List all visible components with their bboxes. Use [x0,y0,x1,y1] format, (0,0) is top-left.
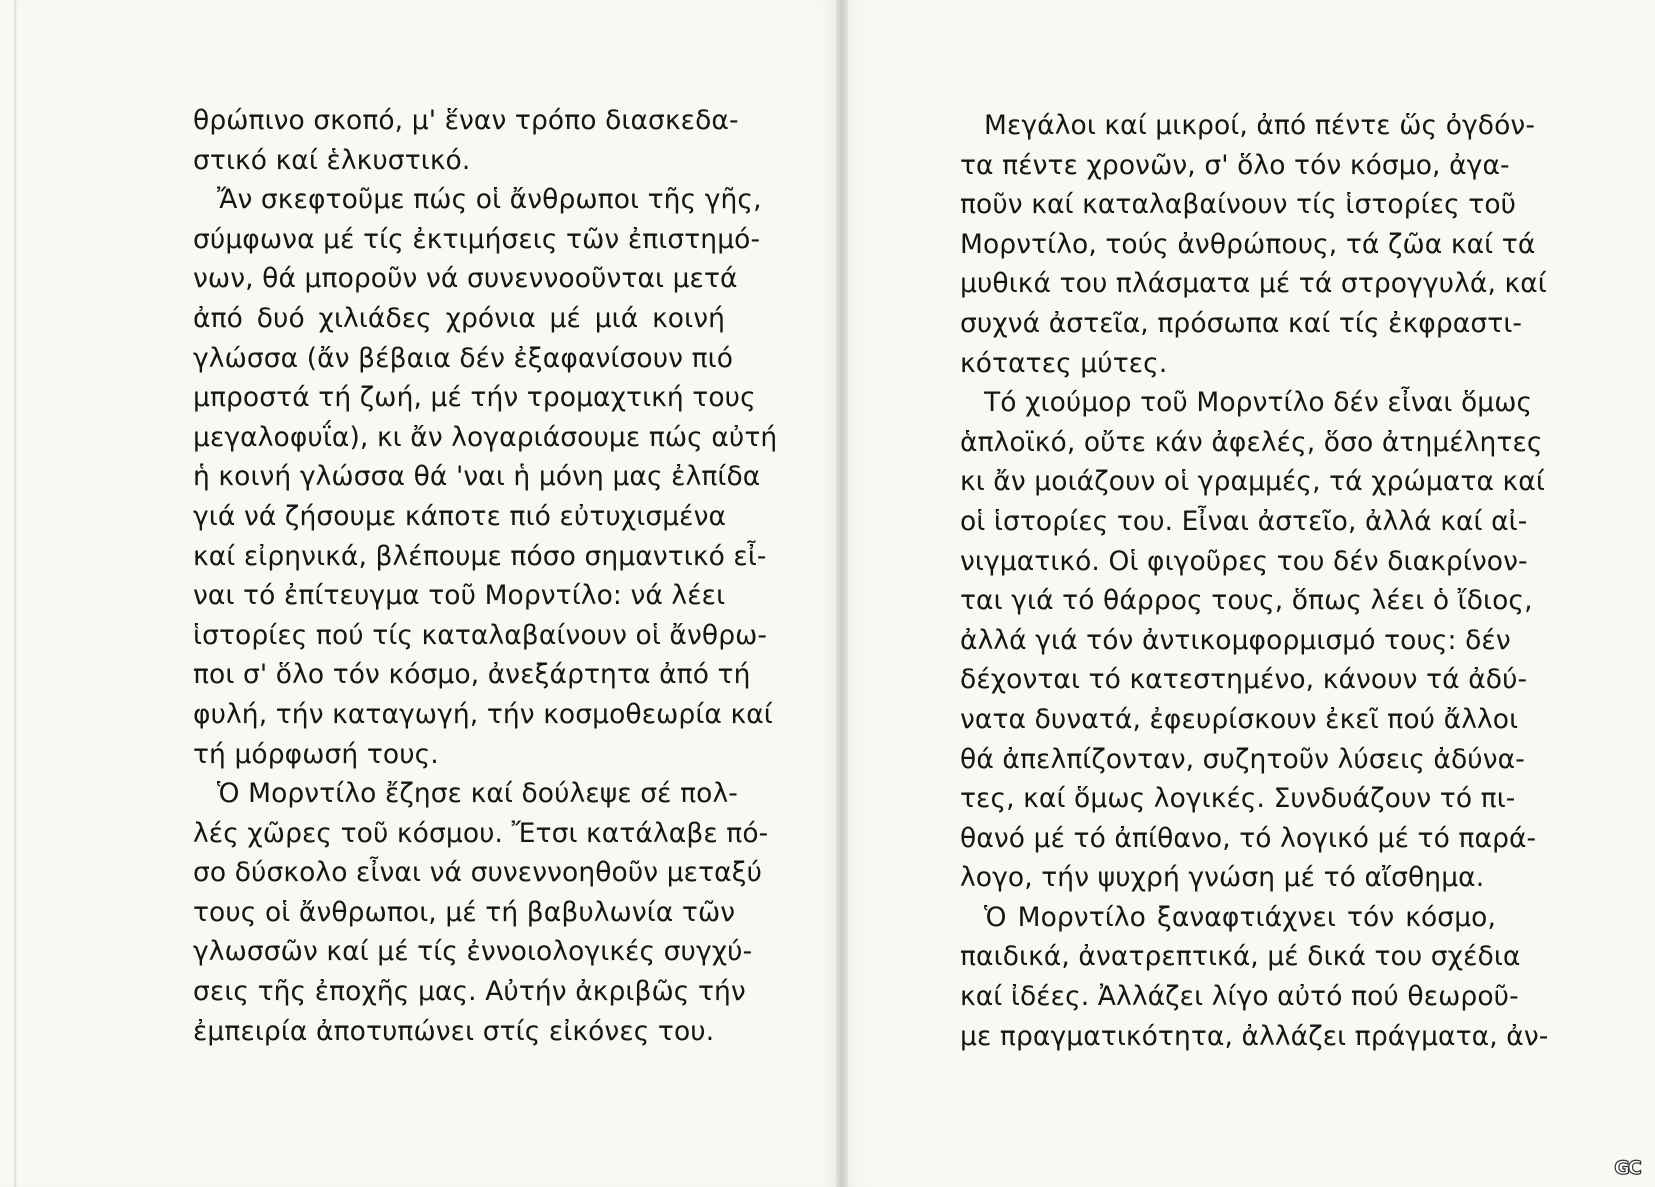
text-line: καί εἰρηνικά, βλέπουμε πόσο σημαντικό εἶ- [193,540,767,572]
text-line: Ἄν σκεφτοῦμε πώς οἱ ἄνθρωποι τῆς γῆς, [217,184,762,216]
text-line: μυθικά του πλάσματα μέ τά στρογγυλά, καί [960,268,1547,300]
text-line: οἱ ἱστορίες του. Εἶναι ἀστεῖο, ἀλλά καί αἰ- [960,505,1528,537]
text-line: ἀλλά γιά τόν ἀντικομφορμισμό τους: δέν [960,624,1511,656]
watermark-logo: GC [1614,1157,1640,1179]
text-line: θά ἀπελπίζονταν, συζητοῦν λύσεις ἀδύνα- [960,743,1525,775]
text-line: γλώσσα (ἄν βέβαια δέν ἐξαφανίσουν πιό [193,342,734,374]
text-line: Μεγάλοι καί μικροί, ἀπό πέντε ὥς ὀγδόν- [984,110,1535,141]
page-edge [14,0,17,1187]
paragraph [960,106,1547,383]
text-line: ἡ κοινή γλώσσα θά 'ναι ἡ μόνη μας ἐλπίδα [193,461,761,493]
right-page [842,0,1655,1187]
text-line: ποι σ' ὅλο τόν κόσμο, ἀνεξάρτητα ἀπό τή [193,659,751,691]
text-line: με πραγματικότητα, ἀλλάζει πράγματα, ἀν- [960,1020,1549,1052]
text-line: ἁπλοϊκό, οὔτε κάν ἀφελές, ὅσο ἀτημέλητες [960,426,1543,458]
text-line: ἱστορίες πού τίς καταλαβαίνουν οἱ ἄνθρω- [193,619,768,651]
text-line: καί ἰδέες. Ἀλλάζει λίγο αὐτό πού θεωροῦ- [960,981,1519,1013]
text-line: νων, θά μποροῦν νά συνεννοοῦνται μετά [193,263,738,295]
text-line: γιά νά ζήσουμε κάποτε πιό εὐτυχισμένα [193,500,727,532]
paragraph [193,180,778,774]
text-line: λογο, τήν ψυχρή γνώση μέ τό αἴσθημα. [960,862,1485,894]
text-line: νατα δυνατά, ἐφευρίσκουν ἐκεῖ πού ἄλλοι [960,703,1519,735]
text-line: παιδικά, ἀνατρεπτικά, μέ δικά του σχέδια [960,941,1521,973]
paragraph [193,101,739,180]
text-line: σεις τῆς ἐποχῆς μας. Αὐτήν ἀκριβῶς τήν [193,976,746,1008]
text-line: κι ἄν μοιάζουν οἱ γραμμές, τά χρώματα καί [960,466,1545,498]
text-line: φυλή, τήν καταγωγή, τήν κοσμοθεωρία καί [193,698,773,730]
text-line: θανό μέ τό ἀπίθανο, τό λογικό μέ τό παρά- [960,822,1537,854]
text-line: κότατες μύτες. [960,347,1168,379]
text-line: Ὁ Μορντίλο ἔζησε καί δούλεψε σέ πολ- [217,778,738,810]
text-line: Μορντίλο, τούς ἀνθρώπους, τά ζῶα καί τά [960,228,1536,260]
text-line: σύμφωνα μέ τίς ἐκτιμήσεις τῶν ἐπιστημό- [193,223,761,255]
text-line: ἐμπειρία ἀποτυπώνει στίς εἰκόνες του. [193,1015,715,1047]
text-line: μεγαλοφυΐα), κι ἄν λογαριάσουμε πώς αὐτή [193,421,778,453]
text-line: ται γιά τό θάρρος τους, ὅπως λέει ὁ ἴδιος, [960,585,1533,617]
text-line: ποῦν καί καταλαβαίνουν τίς ἱστορίες τοῦ [960,189,1517,221]
paragraph [960,383,1545,898]
paragraph [193,774,769,1051]
text-line: θρώπινο σκοπό, μ' ἕναν τρόπο διασκεδα- [193,105,739,136]
text-line: συχνά ἀστεῖα, πρόσωπα καί τίς ἐκφραστι- [960,307,1523,339]
text-line: τή μόρφωσή τους. [193,738,439,770]
text-line: λές χῶρες τοῦ κόσμου. Ἔτσι κατάλαβε πό- [193,817,769,849]
text-line: σο δύσκολο εἶναι νά συνεννοηθοῦν μεταξύ [193,857,763,889]
text-line: δέχονται τό κατεστημένο, κάνουν τά ἀδύ- [960,664,1528,696]
text-line: τους οἱ ἄνθρωποι, μέ τή βαβυλωνία τῶν [193,896,736,928]
book-gutter [836,0,848,1187]
right-page-text [960,106,1549,1056]
text-line: στικό καί ἑλκυστικό. [193,144,471,176]
text-line: μπροστά τή ζωή, μέ τήν τρομαχτική τους [193,382,756,414]
text-line: τα πέντε χρονῶν, σ' ὅλο τόν κόσμο, ἀγα- [960,149,1510,181]
text-line: νιγματικό. Οἱ φιγοῦρες του δέν διακρίνον- [960,545,1528,577]
paragraph [960,898,1549,1056]
text-line: γλωσσῶν καί μέ τίς ἐννοιολογικές συγχύ- [193,936,753,968]
text-line: ἀπό δυό χιλιάδες χρόνια μέ μιά κοινή [193,302,725,334]
text-line: Ὁ Μορντίλο ξαναφτιάχνει τόν κόσμο, [984,901,1496,933]
text-line: Τό χιούμορ τοῦ Μορντίλο δέν εἶναι ὅμως [984,387,1533,419]
text-line: τες, καί ὅμως λογικές. Συνδυάζουν τό πι- [960,783,1516,815]
text-line: ναι τό ἐπίτευγμα τοῦ Μορντίλο: νά λέει [193,580,726,612]
left-page-text [193,101,778,1051]
